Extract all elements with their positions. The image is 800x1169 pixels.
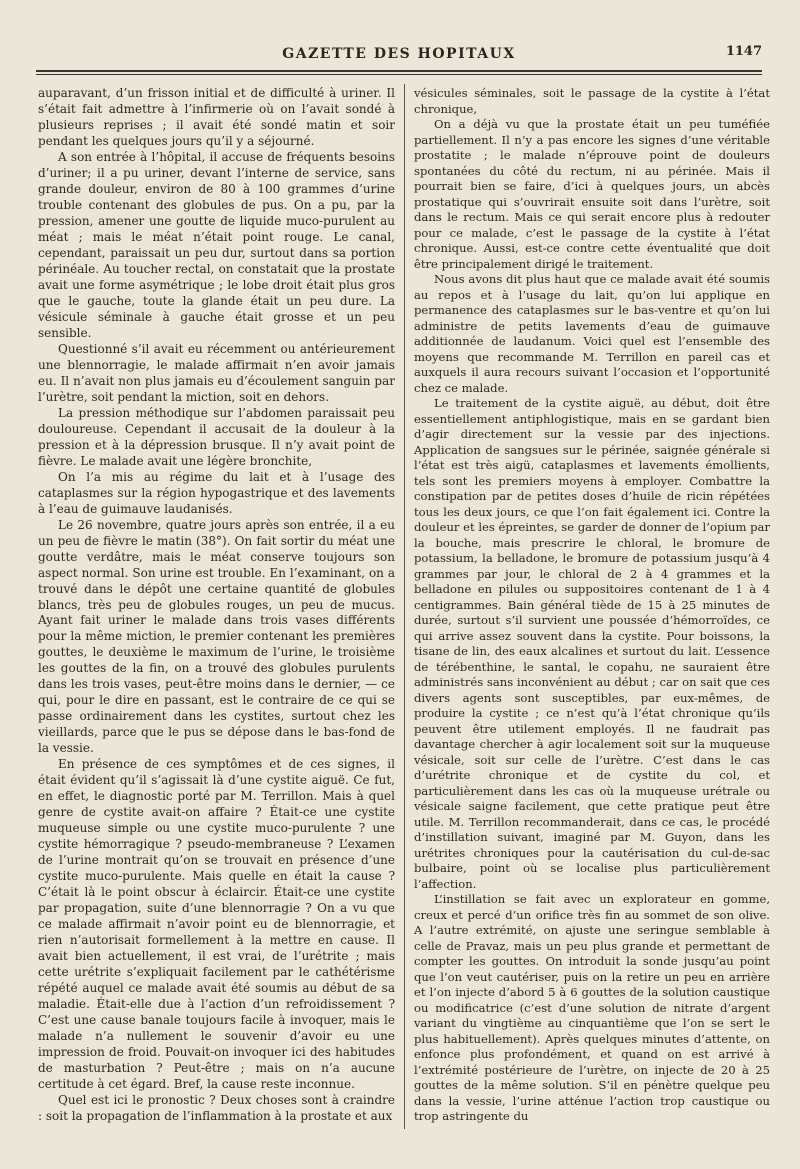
paragraph: Nous avons dit plus haut que ce malade avait été soumis au repos et à l’usage du lait, qu’on lui applique en permanence des cataplasmes sur le bas-ventre et qu’on lui administre de petits lavements d’eau de guimauve additionnée de laudanum. Voici quel est l’ensemble des moyens que recommande M. Terrillon en pareil cas et auxquels il aura recours suivant l’occasion et l’opportunité chez ce malade. xyxy=(414,272,770,395)
paragraph: Questionné s’il avait eu récemment ou antérieurement une blennorragie, le malade affirmait n’en avoir jamais eu. Il n’avait non plus jamais eu d’écoulement sanguin par l’urètre, soit pendant la miction, soit en dehors. xyxy=(38,341,395,404)
paragraph: On a déjà vu que la prostate était un peu tuméfiée partiellement. Il n’y a pas encore les signes d’une véritable prostatite ; le malade n’éprouve point de douleurs spontanées du côté du rectum, ni au périnée. Mais il pourrait bien se faire, d’ici à quelques jours, un abcès prostatique qui s’ouvrirait ensuite soit dans l’urètre, soit dans le rectum. Mais ce qui serait encore plus à redouter pour ce malade, c’est le passage de la cystite à l’état chronique. Aussi, est-ce contre cette éventualité que doit être principalement dirigé le traitement. xyxy=(414,117,770,271)
paragraph: Le 26 novembre, quatre jours après son entrée, il a eu un peu de fièvre le matin (38°). On fait sortir du méat une goutte verdâtre, mais le méat conserve toujours son aspect normal. Son urine est trouble. En l’examinant, on a trouvé dans le dépôt une certaine quantité de globules blancs, très peu de globules rouges, un peu de mucus. Ayant fait uriner le malade dans trois vases différents pour la même miction, le premier contenant les premières gouttes, le deuxième le maximum de l’urine, le troisième les gouttes de la fin, on a trouvé des globules purulents dans les trois vases, peut-être moins dans le dernier, — ce qui, pour le dire en passant, est le contraire de ce qui se passe ordinairement dans les cystites, surtout chez les vieillards, parce que le pus se dépose dans le bas-fond de la vessie. xyxy=(38,517,395,756)
page-header xyxy=(36,42,762,66)
paragraph: En présence de ces symptômes et de ces signes, il était évident qu’il s’agissait là d’une cystite aiguë. Ce fut, en effet, le diagnostic porté par M. Terrillon. Mais à quel genre de cystite avait-on affaire ? Était-ce une cystite muqueuse simple ou une cystite muco-purulente ? une cystite hémorragique ? pseudo-membraneuse ? L’examen de l’urine montrait qu’on se trouvait en présence d’une cystite muco-purulente. Mais quelle en était la cause ? C’était là le point obscur à éclaircir. Était-ce une cystite par propagation, suite d’une blennorragie ? On a vu que ce malade affirmait n’avoir point eu de blennorragie, et rien n’autorisait formellement à la mettre en cause. Il avait bien actuellement, il est vrai, de l’urétrite ; mais cette urétrite s’expliquait facilement par le cathétérisme répété auquel ce malade avait été soumis au début de sa maladie. Était-elle due à l’action d’un refroidissement ? C’est une cause banale toujours facile à invoquer, mais le malade n’a nullement le souvenir d’avoir eu une impression de froid. Pouvait-on invoquer ici des habitudes de masturbation ? Peut-être ; mais on n’a aucune certitude à cet égard. Bref, la cause reste inconnue. xyxy=(38,757,395,1092)
paragraph: A son entrée à l’hôpital, il accuse de fréquents besoins d’uriner; il a pu uriner, devant l’interne de service, sans grande douleur, environ de 80 à 100 grammes d’urine trouble contenant des globules de pus. On a pu, par la pression, amener une goutte de liquide muco-purulent au méat ; mais le méat n’était point rouge. Le canal, cependant, paraissait un peu dur, surtout dans sa portion périnéale. Au toucher rectal, on constatait que la prostate avait une forme asymétrique ; le lobe droit était plus gros que le gauche, toute la glande était un peu dure. La vésicule séminale à gauche était grosse et un peu sensible. xyxy=(38,149,395,340)
right-column xyxy=(414,86,770,1125)
journal-title: GAZETTE DES HOPITAUX xyxy=(282,46,516,62)
left-column xyxy=(38,86,395,1125)
paragraph: Quel est ici le pronostic ? Deux choses sont à craindre : soit la propagation de l’inflammation à la prostate et aux xyxy=(38,1093,395,1123)
header-rule-thick xyxy=(36,70,762,72)
header-rule-thin xyxy=(36,74,762,75)
paragraph: La pression méthodique sur l’abdomen paraissait peu douloureuse. Cependant il accusait de la douleur à la pression et à la dépression brusque. Il n’y avait point de fièvre. Le malade avait une légère bronchite, xyxy=(38,405,395,468)
paragraph: Le traitement de la cystite aiguë, au début, doit être essentiellement antiphlogistique, mais en se gardant bien d’agir directement sur la vessie par des injections. Application de sangsues sur le périnée, saignée générale si l’état est très aigü, cataplasmes et lavements émollients, tels sont les premiers moyens à employer. Combattre la constipation par de petites doses d’huile de ricin répétées tous les deux jours, ce que l’on fait également ici. Contre la douleur et les épreintes, se garder de donner de l’opium par la bouche, mais prescrire le chloral, le bromure de potassium, la belladone, le bromure de potassium jusqu’à 4 grammes par jour, le chloral de 2 à 4 grammes et la belladone en pilules ou suppositoires contenant de 1 à 4 centigrammes. Bain général tiède de 15 à 25 minutes de durée, surtout s’il survient une poussée d’hémorroïdes, ce qui arrive assez souvent dans la cystite. Pour boissons, la tisane de lin, des eaux alcalines et surtout du lait. L’essence de térébenthine, le santal, le copahu, ne sauraient être administrés sans inconvénient au début ; car on sait que ces divers agents sont susceptibles, par eux-mêmes, de produire la cystite ; ce n’est qu’à l’état chronique qu’ils peuvent être utilement employés. Il ne faudrait pas davantage chercher à agir localement soit sur la muqueuse vésicale, soit sur celle de l’urètre. C’est dans le cas d’urétrite chronique et de cystite du col, et particulièrement dans les cas où la muqueuse urétrale ou vésicale saigne facilement, que cette pratique peut être utile. M. Terrillon recommanderait, dans ce cas, le procédé d’instillation suivant, imaginé par M. Guyon, dans les urétrites chroniques pour la cautérisation du cul-de-sac bulbaire, point où se localise plus particulièrement l’affection. xyxy=(414,396,771,891)
paragraph: vésicules séminales, soit le passage de la cystite à l’état chronique, xyxy=(414,86,770,116)
page-number: 1147 xyxy=(725,44,762,59)
paragraph: On l’a mis au régime du lait et à l’usage des cataplasmes sur la région hypogastrique et des lavements à l’eau de guimauve laudanisés. xyxy=(38,469,395,516)
column-divider xyxy=(404,84,405,1129)
paragraph: L’instillation se fait avec un explorateur en gomme, creux et percé d’un orifice très fin au sommet de son olive. A l’autre extrémité, on ajuste une seringue semblable à celle de Pravaz, mais un peu plus grande et permettant de compter les gouttes. On introduit la sonde jusqu’au point que l’on veut cautériser, puis on la retire un peu en arrière et l’on injecte d’abord 5 à 6 gouttes de la solution caustique ou modificatrice (c’est d’une solution de nitrate d’argent variant du vingtième au cinquantième que l’on se sert le plus habituellement). Après quelques minutes d’attente, on enfonce plus profondément, et quand on est arrivé à l’extrémité postérieure de l’urètre, on injecte de 20 à 25 gouttes de la même solution. S’il en pénètre quelque peu dans la vessie, l’urine atténue l’action trop caustique ou trop astringente du xyxy=(414,892,770,1123)
paragraph: auparavant, d’un frisson initial et de difficulté à uriner. Il s’était fait admettre à l’infirmerie où on l’avait sondé à plusieurs reprises ; il avait été sondé matin et soir pendant les quelques jours qu’il y a séjourné. xyxy=(38,86,395,148)
